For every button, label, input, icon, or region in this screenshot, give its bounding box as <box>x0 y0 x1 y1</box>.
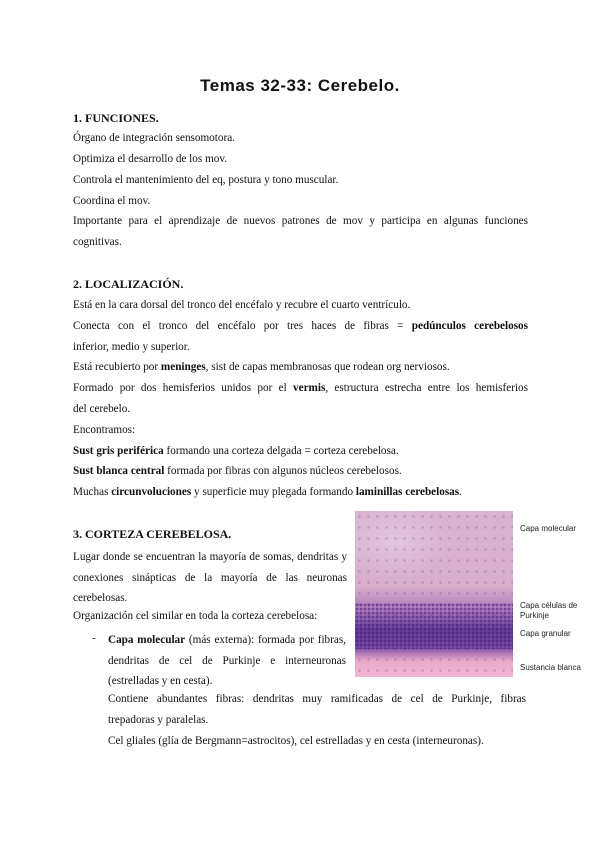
text-line: Optimiza el desarrollo de los mov. <box>73 153 227 165</box>
text-line: inferior, medio y superior. <box>73 341 190 353</box>
text-line: Organización cel similar en toda la corteza cerebelosa: <box>73 610 318 622</box>
text-line: Conecta con el tronco del encéfalo por tres haces de fibras = pedúnculos cerebelosos <box>73 320 529 332</box>
section-heading-localizacion: 2. LOCALIZACIÓN. <box>73 277 184 291</box>
figure-label-capa-granular: Capa granular <box>520 629 571 638</box>
text-line: Sust blanca central formada por fibras con algunos núcleos cerebelosos. <box>73 465 402 477</box>
text-line: Contiene abundantes fibras: dendritas muy ramificadas de cel de Purkinje, fibras <box>108 693 526 705</box>
text-line: Sust gris periférica formando una corteza delgada = corteza cerebelosa. <box>73 445 399 457</box>
page-title: Temas 32-33: Cerebelo. <box>200 76 400 95</box>
text-line: del cerebelo. <box>73 403 131 415</box>
figure-label-capa-molecular: Capa molecular <box>520 524 577 533</box>
text-line: Órgano de integración sensomotora. <box>73 132 235 144</box>
cerebellum-histology-image <box>355 511 513 677</box>
text-line: Controla el mantenimiento del eq, postura y tono muscular. <box>73 174 339 186</box>
figure-label-purkinje: Capa células de Purkinje <box>520 601 578 620</box>
text-paragraph: Lugar donde se encuentran la mayoría de somas, dendritas y conexiones sinápticas de la mayoría de las neuronas cerebelosas. <box>73 551 347 605</box>
section-heading-corteza: 3. CORTEZA CEREBELOSA. <box>73 527 232 541</box>
list-bullet: - <box>92 632 96 644</box>
list-item: Capa molecular (más externa): formada por fibras, dendritas de cel de Purkinje e interneuronas (estrelladas y en cesta). <box>108 634 346 688</box>
text-line: Formado por dos hemisferios unidos por el vermis, estructura estrecha entre los hemisferios <box>73 382 529 394</box>
text-line: Está recubierto por meninges, sist de capas membranosas que rodean org nerviosos. <box>73 361 450 373</box>
section-heading-funciones: 1. FUNCIONES. <box>73 111 159 125</box>
text-line: Cel gliales (glía de Bergmann=astrocitos), cel estrelladas y en cesta (interneuronas). <box>108 735 484 747</box>
text-line: Está en la cara dorsal del tronco del encéfalo y recubre el cuarto ventrículo. <box>73 299 411 311</box>
text-line: Muchas circunvoluciones y superficie muy plegada formando laminillas cerebelosas. <box>73 486 462 498</box>
text-line: Coordina el mov. <box>73 195 151 207</box>
text-line: Encontramos: <box>73 424 136 436</box>
text-line: Importante para el aprendizaje de nuevos patrones de mov y participa en algunas funciones <box>73 215 528 227</box>
figure-label-sustancia-blanca: Sustancia blanca <box>520 663 581 672</box>
text-line: cognitivas. <box>73 236 122 248</box>
text-line: trepadoras y paralelas. <box>108 714 209 726</box>
